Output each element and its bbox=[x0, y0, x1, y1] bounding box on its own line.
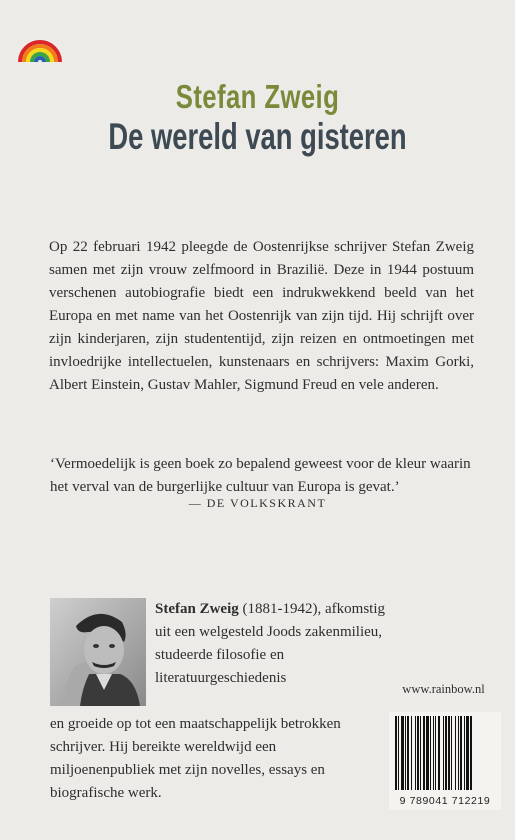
cover-author: Stefan Zweig bbox=[175, 78, 340, 115]
author-portrait-photo bbox=[50, 598, 146, 706]
bio-long: en groeide op tot een maatschappelijk betrokken schrijver. Hij bereikte wereldwijd een miljoenenpubliek met zijn novelles, essays en biografische werk. bbox=[50, 716, 341, 801]
review-quote: ‘Vermoedelijk is geen boek zo bepalend geweest voor de kleur waarin het verval van de burgerlijke cultuur van Europa is gevat.’ bbox=[50, 456, 471, 495]
bio-short bbox=[155, 598, 385, 690]
barcode-icon bbox=[389, 712, 501, 792]
title-block bbox=[0, 78, 515, 158]
rainbow-logo-icon bbox=[17, 22, 63, 64]
cover-title: De wereld van gisteren bbox=[108, 116, 407, 157]
bio-dates: (1881-1942), bbox=[238, 601, 322, 617]
publisher-website: www.rainbow.nl bbox=[402, 682, 485, 696]
isbn-number: 9 789041 712219 bbox=[399, 795, 491, 807]
bio-short-text: afkomstig uit een welgesteld Joods zakenmilieu, studeerde filosofie en literatuurgeschiedenis bbox=[155, 601, 385, 686]
review-source: — DE VOLKSKRANT bbox=[188, 496, 327, 510]
blurb-text: Op 22 februari 1942 pleegde de Oostenrijkse schrijver Stefan Zweig samen met zijn vrouw zelfmoord in Brazilië. Deze in 1944 postuum verschenen autobiografie biedt een indrukwekkend beeld van het Europa en met name van het Oostenrijk van zijn tijd. Hij schrijft over zijn kinderjaren, zijn studententijd, zijn reizen en ontmoetingen met invloedrijke intellectuelen, kunstenaars en schrijvers: Maxim Gorki, Albert Einstein, Gustav Mahler, Sigmund Freud en vele anderen. bbox=[49, 239, 474, 393]
bio-name: Stefan Zweig bbox=[155, 601, 239, 617]
